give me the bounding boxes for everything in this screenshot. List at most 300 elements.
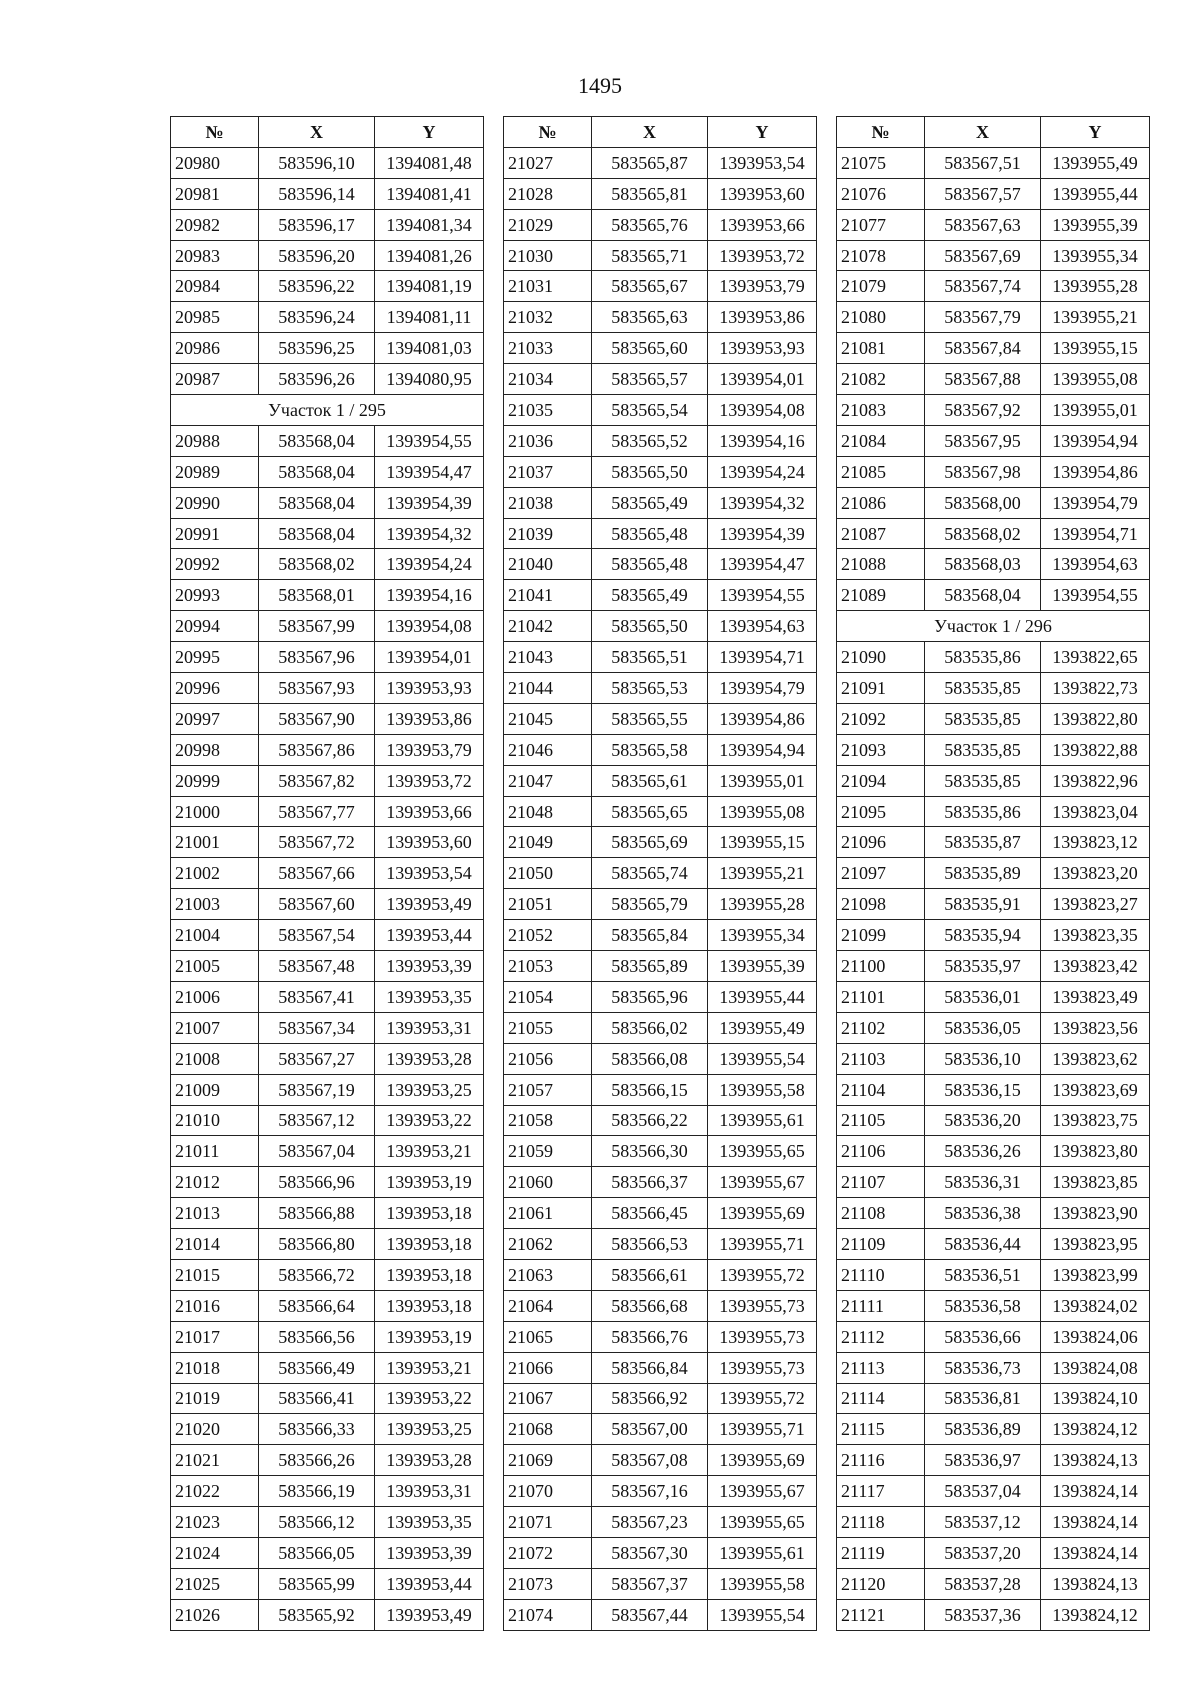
- coord-x: 583567,98: [925, 456, 1041, 487]
- coord-x: 583566,64: [259, 1290, 375, 1321]
- point-number: 21052: [504, 920, 592, 951]
- table-row: [171, 487, 484, 518]
- coord-x: 583567,79: [925, 302, 1041, 333]
- point-number: 21080: [837, 302, 925, 333]
- table-row: [837, 951, 1150, 982]
- coord-x: 583567,04: [259, 1136, 375, 1167]
- point-number: 21032: [504, 302, 592, 333]
- table-row: [504, 549, 817, 580]
- table-row: [171, 889, 484, 920]
- coord-y: 1393954,24: [708, 456, 817, 487]
- table-row: [504, 1445, 817, 1476]
- coord-y: 1393953,86: [708, 302, 817, 333]
- coord-x: 583565,50: [592, 611, 708, 642]
- coord-x: 583596,24: [259, 302, 375, 333]
- coord-x: 583535,89: [925, 858, 1041, 889]
- coord-x: 583537,36: [925, 1599, 1041, 1630]
- coord-x: 583567,27: [259, 1043, 375, 1074]
- point-number: 21110: [837, 1259, 925, 1290]
- coord-x: 583536,01: [925, 981, 1041, 1012]
- coord-x: 583565,92: [259, 1599, 375, 1630]
- coord-x: 583567,37: [592, 1568, 708, 1599]
- table-header-row: [504, 117, 817, 148]
- coord-y: 1393953,54: [708, 147, 817, 178]
- coord-x: 583565,52: [592, 425, 708, 456]
- coord-x: 583568,02: [259, 549, 375, 580]
- coord-y: 1393953,44: [375, 920, 484, 951]
- point-number: 21004: [171, 920, 259, 951]
- table-row: [504, 920, 817, 951]
- table-row: [504, 1414, 817, 1445]
- coord-y: 1393823,49: [1041, 981, 1150, 1012]
- coord-x: 583536,26: [925, 1136, 1041, 1167]
- table-row: [504, 1259, 817, 1290]
- table-row: [837, 395, 1150, 426]
- coord-x: 583536,89: [925, 1414, 1041, 1445]
- table-row: [837, 734, 1150, 765]
- coord-x: 583535,85: [925, 703, 1041, 734]
- coord-y: 1393954,86: [708, 703, 817, 734]
- point-number: 21095: [837, 796, 925, 827]
- point-number: 21112: [837, 1321, 925, 1352]
- coord-y: 1393953,60: [375, 827, 484, 858]
- coord-x: 583536,10: [925, 1043, 1041, 1074]
- table-row: [504, 827, 817, 858]
- coord-x: 583565,54: [592, 395, 708, 426]
- table-row: [837, 1043, 1150, 1074]
- point-number: 21085: [837, 456, 925, 487]
- coord-x: 583566,30: [592, 1136, 708, 1167]
- point-number: 21038: [504, 487, 592, 518]
- point-number: 20988: [171, 425, 259, 456]
- table-row: [171, 1476, 484, 1507]
- coord-x: 583567,48: [259, 951, 375, 982]
- point-number: 21090: [837, 642, 925, 673]
- point-number: 21053: [504, 951, 592, 982]
- section-label: Участок 1 / 295: [171, 395, 484, 426]
- point-number: 21041: [504, 580, 592, 611]
- table-row: [171, 1043, 484, 1074]
- coord-x: 583568,00: [925, 487, 1041, 518]
- point-number: 21011: [171, 1136, 259, 1167]
- table-row: [171, 1537, 484, 1568]
- coord-y: 1393953,66: [375, 796, 484, 827]
- coord-y: 1393954,32: [708, 487, 817, 518]
- point-number: 21062: [504, 1229, 592, 1260]
- coord-x: 583565,89: [592, 951, 708, 982]
- point-number: 20983: [171, 240, 259, 271]
- table-row: [837, 1414, 1150, 1445]
- point-number: 21097: [837, 858, 925, 889]
- coord-x: 583566,02: [592, 1012, 708, 1043]
- table-row: [171, 1074, 484, 1105]
- point-number: 21067: [504, 1383, 592, 1414]
- point-number: 21092: [837, 703, 925, 734]
- coord-y: 1393954,71: [708, 642, 817, 673]
- point-number: 21083: [837, 395, 925, 426]
- coord-y: 1393955,65: [708, 1507, 817, 1538]
- coord-x: 583567,23: [592, 1507, 708, 1538]
- table-row: [837, 1198, 1150, 1229]
- table-row: [504, 425, 817, 456]
- coord-y: 1393953,49: [375, 889, 484, 920]
- table-row: [504, 302, 817, 333]
- coord-x: 583566,33: [259, 1414, 375, 1445]
- point-number: 21028: [504, 178, 592, 209]
- coord-y: 1393954,79: [708, 673, 817, 704]
- coord-x: 583537,04: [925, 1476, 1041, 1507]
- point-number: 21059: [504, 1136, 592, 1167]
- table-row: [504, 364, 817, 395]
- point-number: 21098: [837, 889, 925, 920]
- header-x: X: [925, 117, 1041, 148]
- table-row: [171, 981, 484, 1012]
- table-row: [504, 395, 817, 426]
- coord-y: 1393953,25: [375, 1074, 484, 1105]
- coord-x: 583568,04: [259, 487, 375, 518]
- point-number: 21001: [171, 827, 259, 858]
- coord-x: 583536,31: [925, 1167, 1041, 1198]
- coord-x: 583567,08: [592, 1445, 708, 1476]
- point-number: 21121: [837, 1599, 925, 1630]
- table-row: [504, 487, 817, 518]
- coord-x: 583566,45: [592, 1198, 708, 1229]
- coord-x: 583565,48: [592, 549, 708, 580]
- coord-y: 1393954,08: [375, 611, 484, 642]
- coord-x: 583596,22: [259, 271, 375, 302]
- coord-x: 583567,74: [925, 271, 1041, 302]
- coord-y: 1393824,13: [1041, 1445, 1150, 1476]
- coord-x: 583536,58: [925, 1290, 1041, 1321]
- coord-x: 583565,74: [592, 858, 708, 889]
- coord-y: 1393953,21: [375, 1352, 484, 1383]
- coord-x: 583567,54: [259, 920, 375, 951]
- coord-x: 583566,22: [592, 1105, 708, 1136]
- point-number: 21027: [504, 147, 592, 178]
- coord-x: 583596,17: [259, 209, 375, 240]
- table-row: [504, 1599, 817, 1630]
- coord-x: 583535,85: [925, 673, 1041, 704]
- point-number: 21057: [504, 1074, 592, 1105]
- point-number: 21102: [837, 1012, 925, 1043]
- table-row: [837, 364, 1150, 395]
- coord-x: 583565,50: [592, 456, 708, 487]
- header-number: №: [504, 117, 592, 148]
- coord-y: 1393953,60: [708, 178, 817, 209]
- table-row: [171, 1229, 484, 1260]
- coord-x: 583567,88: [925, 364, 1041, 395]
- coord-x: 583566,53: [592, 1229, 708, 1260]
- coord-y: 1393954,94: [708, 734, 817, 765]
- coord-x: 583568,04: [925, 580, 1041, 611]
- table-row: [837, 1476, 1150, 1507]
- coord-y: 1393953,18: [375, 1198, 484, 1229]
- coord-x: 583565,63: [592, 302, 708, 333]
- coord-x: 583566,96: [259, 1167, 375, 1198]
- coord-y: 1393953,86: [375, 703, 484, 734]
- table-row: [171, 1599, 484, 1630]
- point-number: 21030: [504, 240, 592, 271]
- table-row: [504, 1043, 817, 1074]
- table-row: [504, 796, 817, 827]
- point-number: 21003: [171, 889, 259, 920]
- coord-y: 1393955,34: [1041, 240, 1150, 271]
- coord-y: 1393954,08: [708, 395, 817, 426]
- coord-y: 1393823,85: [1041, 1167, 1150, 1198]
- coord-y: 1393823,42: [1041, 951, 1150, 982]
- header-x: X: [259, 117, 375, 148]
- coord-y: 1393954,94: [1041, 425, 1150, 456]
- coord-x: 583566,41: [259, 1383, 375, 1414]
- table-row: [171, 271, 484, 302]
- coord-x: 583566,49: [259, 1352, 375, 1383]
- point-number: 21025: [171, 1568, 259, 1599]
- point-number: 20994: [171, 611, 259, 642]
- point-number: 21087: [837, 518, 925, 549]
- coord-y: 1393824,06: [1041, 1321, 1150, 1352]
- coord-y: 1393954,55: [375, 425, 484, 456]
- point-number: 20984: [171, 271, 259, 302]
- coord-y: 1393954,39: [375, 487, 484, 518]
- coord-y: 1393953,18: [375, 1290, 484, 1321]
- table-row: [837, 1105, 1150, 1136]
- point-number: 21069: [504, 1445, 592, 1476]
- coord-y: 1393824,10: [1041, 1383, 1150, 1414]
- coord-x: 583566,68: [592, 1290, 708, 1321]
- point-number: 20989: [171, 456, 259, 487]
- table-row: [837, 1074, 1150, 1105]
- coord-y: 1393823,12: [1041, 827, 1150, 858]
- coord-x: 583566,80: [259, 1229, 375, 1260]
- coord-y: 1393955,08: [1041, 364, 1150, 395]
- point-number: 21061: [504, 1198, 592, 1229]
- coord-y: 1393955,67: [708, 1476, 817, 1507]
- coord-x: 583566,05: [259, 1537, 375, 1568]
- point-number: 20997: [171, 703, 259, 734]
- coord-y: 1393824,14: [1041, 1476, 1150, 1507]
- table-row: [171, 1321, 484, 1352]
- table-row: [171, 1383, 484, 1414]
- table-header-row: [837, 117, 1150, 148]
- coord-x: 583566,08: [592, 1043, 708, 1074]
- table-row: [504, 1321, 817, 1352]
- point-number: 21119: [837, 1537, 925, 1568]
- coord-y: 1393954,47: [708, 549, 817, 580]
- table-row: [504, 333, 817, 364]
- coord-y: 1393953,54: [375, 858, 484, 889]
- table-row: [504, 1290, 817, 1321]
- coord-x: 583565,71: [592, 240, 708, 271]
- point-number: 21118: [837, 1507, 925, 1538]
- table-row: [171, 549, 484, 580]
- point-number: 21010: [171, 1105, 259, 1136]
- coord-x: 583565,60: [592, 333, 708, 364]
- point-number: 20990: [171, 487, 259, 518]
- coord-y: 1393954,63: [1041, 549, 1150, 580]
- coord-y: 1393955,71: [708, 1414, 817, 1445]
- table-row: [837, 1599, 1150, 1630]
- table-row: [171, 703, 484, 734]
- point-number: 20985: [171, 302, 259, 333]
- point-number: 21091: [837, 673, 925, 704]
- coordinates-table-1: [170, 116, 484, 1631]
- coord-y: 1393823,20: [1041, 858, 1150, 889]
- table-row: [837, 1537, 1150, 1568]
- table-row: [171, 333, 484, 364]
- coord-y: 1393824,14: [1041, 1537, 1150, 1568]
- coord-y: 1393955,61: [708, 1537, 817, 1568]
- coord-x: 583596,26: [259, 364, 375, 395]
- point-number: 21000: [171, 796, 259, 827]
- table-row: [171, 1167, 484, 1198]
- point-number: 21047: [504, 765, 592, 796]
- table-row: [171, 951, 484, 982]
- coord-y: 1393954,79: [1041, 487, 1150, 518]
- coord-y: 1393954,39: [708, 518, 817, 549]
- coord-x: 583565,69: [592, 827, 708, 858]
- coord-y: 1393953,22: [375, 1105, 484, 1136]
- table-row: [504, 1105, 817, 1136]
- coord-y: 1393953,79: [708, 271, 817, 302]
- coord-y: 1393955,28: [708, 889, 817, 920]
- table-row: [837, 1383, 1150, 1414]
- coord-x: 583567,60: [259, 889, 375, 920]
- coord-x: 583567,82: [259, 765, 375, 796]
- table-row: [837, 1568, 1150, 1599]
- coord-y: 1393955,49: [1041, 147, 1150, 178]
- coord-x: 583565,53: [592, 673, 708, 704]
- point-number: 21116: [837, 1445, 925, 1476]
- table-row: [171, 1012, 484, 1043]
- coord-y: 1394081,03: [375, 333, 484, 364]
- coord-x: 583535,86: [925, 642, 1041, 673]
- coord-x: 583596,10: [259, 147, 375, 178]
- coord-y: 1393822,80: [1041, 703, 1150, 734]
- point-number: 20999: [171, 765, 259, 796]
- coord-y: 1393955,39: [708, 951, 817, 982]
- table-row: [504, 147, 817, 178]
- coord-x: 583567,95: [925, 425, 1041, 456]
- table-row: [171, 765, 484, 796]
- coord-x: 583565,61: [592, 765, 708, 796]
- coord-y: 1393953,66: [708, 209, 817, 240]
- table-row: [837, 487, 1150, 518]
- table-row: [837, 1167, 1150, 1198]
- point-number: 21106: [837, 1136, 925, 1167]
- header-x: X: [592, 117, 708, 148]
- point-number: 21009: [171, 1074, 259, 1105]
- table-row: [171, 1198, 484, 1229]
- header-y: Y: [1041, 117, 1150, 148]
- point-number: 21014: [171, 1229, 259, 1260]
- coord-x: 583565,65: [592, 796, 708, 827]
- coord-x: 583536,38: [925, 1198, 1041, 1229]
- point-number: 21072: [504, 1537, 592, 1568]
- point-number: 21039: [504, 518, 592, 549]
- table-row: [837, 240, 1150, 271]
- coord-x: 583567,77: [259, 796, 375, 827]
- coord-x: 583567,19: [259, 1074, 375, 1105]
- point-number: 20996: [171, 673, 259, 704]
- table-row: [504, 765, 817, 796]
- coord-x: 583567,30: [592, 1537, 708, 1568]
- coord-x: 583566,26: [259, 1445, 375, 1476]
- table-row: [504, 178, 817, 209]
- coord-y: 1393823,69: [1041, 1074, 1150, 1105]
- coord-y: 1393823,99: [1041, 1259, 1150, 1290]
- table-row: [837, 425, 1150, 456]
- point-number: 21094: [837, 765, 925, 796]
- coord-y: 1393823,04: [1041, 796, 1150, 827]
- point-number: 21111: [837, 1290, 925, 1321]
- coord-y: 1393953,93: [375, 673, 484, 704]
- coord-y: 1393955,01: [708, 765, 817, 796]
- coord-x: 583565,99: [259, 1568, 375, 1599]
- coord-y: 1393953,19: [375, 1167, 484, 1198]
- coord-y: 1393823,62: [1041, 1043, 1150, 1074]
- table-row: [504, 951, 817, 982]
- coord-y: 1393955,73: [708, 1352, 817, 1383]
- point-number: 21096: [837, 827, 925, 858]
- coord-y: 1393955,58: [708, 1074, 817, 1105]
- point-number: 21060: [504, 1167, 592, 1198]
- point-number: 21007: [171, 1012, 259, 1043]
- coord-y: 1393954,01: [708, 364, 817, 395]
- table-row: [504, 1537, 817, 1568]
- point-number: 20992: [171, 549, 259, 580]
- point-number: 21105: [837, 1105, 925, 1136]
- point-number: 21081: [837, 333, 925, 364]
- coord-x: 583596,20: [259, 240, 375, 271]
- coord-y: 1393823,75: [1041, 1105, 1150, 1136]
- table-row: [837, 765, 1150, 796]
- coord-x: 583565,49: [592, 487, 708, 518]
- page-number: 1495: [578, 73, 622, 98]
- point-number: 21016: [171, 1290, 259, 1321]
- coord-x: 583567,92: [925, 395, 1041, 426]
- table-row: [837, 302, 1150, 333]
- coord-x: 583568,02: [925, 518, 1041, 549]
- coord-x: 583537,20: [925, 1537, 1041, 1568]
- point-number: 21077: [837, 209, 925, 240]
- table-row: [171, 1352, 484, 1383]
- table-row: [504, 1167, 817, 1198]
- point-number: 21084: [837, 425, 925, 456]
- coord-y: 1393955,72: [708, 1383, 817, 1414]
- table-row: [837, 642, 1150, 673]
- table-row: [171, 518, 484, 549]
- table-row: [504, 889, 817, 920]
- table-row: [171, 611, 484, 642]
- point-number: 21029: [504, 209, 592, 240]
- coord-x: 583567,51: [925, 147, 1041, 178]
- point-number: 21099: [837, 920, 925, 951]
- table-row: [504, 611, 817, 642]
- coord-x: 583567,84: [925, 333, 1041, 364]
- table-row: [837, 1352, 1150, 1383]
- coord-x: 583568,03: [925, 549, 1041, 580]
- table-row: [171, 456, 484, 487]
- point-number: 21074: [504, 1599, 592, 1630]
- coord-y: 1393953,22: [375, 1383, 484, 1414]
- coord-y: 1393953,18: [375, 1229, 484, 1260]
- table-row: [171, 1568, 484, 1599]
- coord-x: 583596,25: [259, 333, 375, 364]
- coord-y: 1393954,71: [1041, 518, 1150, 549]
- coord-x: 583567,57: [925, 178, 1041, 209]
- section-row: [171, 395, 484, 426]
- coord-x: 583568,04: [259, 425, 375, 456]
